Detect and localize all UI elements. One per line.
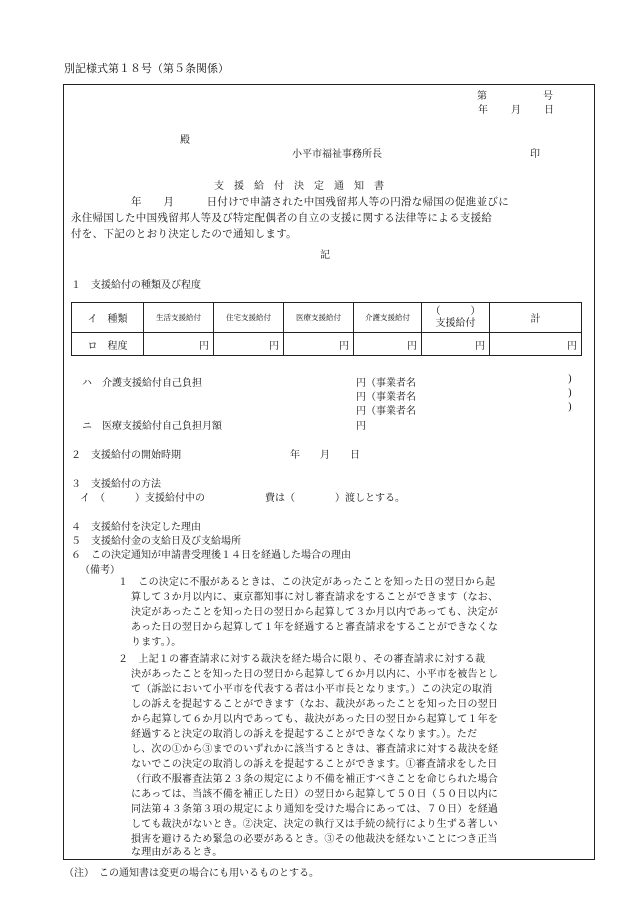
remark-1-line-1: １ この決定に不服があるときは、この決定があったことを知った日の翌日から起 bbox=[118, 577, 496, 588]
housing-support-amount: 円 bbox=[214, 333, 284, 356]
remark-1-line-3: 決定があったことを知った日の翌日から起算して３か月以内であっても、決定が bbox=[131, 607, 498, 618]
care-support-amount: 円 bbox=[354, 333, 422, 356]
remark-2-line-14: な理由があるとき。 bbox=[131, 847, 223, 858]
section-3-method: イ （ ）支援給付中の 費は（ ）渡しとする。 bbox=[80, 493, 405, 504]
number-label: 第 号 bbox=[477, 91, 554, 102]
other-support-header bbox=[422, 303, 490, 333]
medical-support-header: 医療支援給付 bbox=[284, 303, 354, 333]
date-label: 年 月 日 bbox=[478, 105, 555, 116]
care-copay-close-1: ) bbox=[568, 374, 572, 385]
care-copay-line-1: 円（事業者名 bbox=[356, 378, 416, 389]
remark-2-line-4: しの訴えを提起することができます（なお、裁決があったことを知った日の翌日 bbox=[131, 699, 499, 710]
section-4-heading: ４ 支援給付を決定した理由 bbox=[71, 522, 201, 533]
remark-2-line-6: 経過すると決定の取消しの訴えを提起することができなくなります。）。ただ bbox=[131, 729, 478, 740]
section-2-heading: ２ 支援給付の開始時期 bbox=[71, 450, 181, 461]
care-copay-label: ハ 介護支援給付自己負担 bbox=[82, 378, 202, 389]
care-copay-close-2: ) bbox=[568, 388, 572, 399]
footnote: （注） この通知書は変更の場合にも用いるものとする。 bbox=[64, 868, 319, 879]
section-6-heading: ６ この決定通知が申請書受理後１４日を経過した場合の理由 bbox=[71, 550, 351, 561]
issuer: 小平市福祉事務所長 bbox=[292, 149, 382, 160]
remark-2-line-7: し、次の①から③までのいずれかに該当するときは、審査請求に対する裁決を経 bbox=[131, 744, 499, 755]
care-copay-close-3: ) bbox=[568, 402, 572, 413]
care-copay-line-2: 円（事業者名 bbox=[356, 392, 416, 403]
remark-1-line-4: あった日の翌日から起算して１年を経過すると審査請求をすることができなくな bbox=[131, 622, 499, 633]
ki-mark: 記 bbox=[320, 250, 330, 261]
remark-2-line-10: にあっては、当該不備を補正した日）の翌日から起算して５０日（５０日以内に bbox=[131, 789, 499, 800]
remark-2-line-12: しても裁決がないとき。②決定、決定の執行又は手続の続行により生ずる著しい bbox=[131, 819, 498, 830]
seal-mark: 印 bbox=[530, 149, 540, 160]
other-support-amount: 円 bbox=[422, 333, 490, 356]
remark-2-line-9: （行政不服審査法第２３条の規定により不備を補正すべきことを命じられた場合 bbox=[131, 774, 498, 785]
section-5-heading: ５ 支援給付金の支給日及び支給場所 bbox=[71, 536, 241, 547]
medical-support-amount: 円 bbox=[284, 333, 354, 356]
remark-1-line-2: 算して３か月以内に、東京都知事に対し審査請求をすることができます（なお、 bbox=[131, 592, 499, 603]
medical-copay-unit: 円 bbox=[356, 421, 366, 432]
living-support-amount: 円 bbox=[144, 333, 214, 356]
remark-2-line-2: 決があったことを知った日の翌日から起算して６か月以内に、小平市を被告とし bbox=[131, 669, 499, 680]
start-date: 年 月 日 bbox=[290, 450, 360, 461]
remark-2-line-3: て（訴訟において小平市を代表する者は小平市長となります。）この決定の取消 bbox=[131, 684, 493, 695]
other-support-label: 支援給付 bbox=[435, 317, 476, 329]
other-support-paren: （ ） bbox=[430, 305, 481, 317]
remark-2-line-8: ないでこの決定の取消しの訴えを提起することができます。①審査請求をした日 bbox=[131, 759, 498, 770]
benefit-table bbox=[71, 302, 582, 356]
degree-label: ロ 程度 bbox=[72, 333, 144, 356]
form-id: 別記様式第１８号（第５条関係） bbox=[64, 62, 229, 75]
remark-2-line-13: 損害を避けるため緊急の必要があるとき。③その他裁決を経ないことにつき正当 bbox=[131, 834, 498, 845]
remark-2-line-11: 同法第４３条第３項の規定により通知を受けた場合にあっては、７０日）を経過 bbox=[131, 804, 499, 815]
type-header: イ 種類 bbox=[72, 303, 144, 333]
addressee: 殿 bbox=[180, 135, 190, 146]
section-1-heading: １ 支援給付の種類及び程度 bbox=[71, 280, 201, 291]
intro-line-3: 付を、下記のとおり決定したので通知します。 bbox=[71, 228, 297, 240]
care-copay-line-3: 円（事業者名 bbox=[356, 406, 416, 417]
total-header: 計 bbox=[490, 303, 582, 333]
medical-copay-label: ニ 医療支援給付自己負担月額 bbox=[82, 421, 222, 432]
remarks-label: （備考） bbox=[80, 565, 120, 576]
section-3-heading: ３ 支援給付の方法 bbox=[71, 479, 161, 490]
care-support-header: 介護支援給付 bbox=[354, 303, 422, 333]
intro-line-2: 永住帰国した中国残留邦人等及び特定配偶者の自立の支援に関する法律等による支援給 bbox=[71, 212, 493, 224]
total-amount: 円 bbox=[490, 333, 582, 356]
remark-2-line-5: から起算して６か月以内であっても、裁決があった日の翌日から起算して１年を bbox=[131, 714, 498, 725]
living-support-header: 生活支援給付 bbox=[144, 303, 214, 333]
remark-2-line-1: ２ 上記１の審査請求に対する裁決を経た場合に限り、その審査請求に対する裁 bbox=[118, 654, 486, 665]
housing-support-header: 住宅支援給付 bbox=[214, 303, 284, 333]
intro-line-1: 年 月 日付けで申請された中国残留邦人等の円滑な帰国の促進並びに bbox=[131, 196, 509, 208]
document-title: 支 援 給 付 決 定 通 知 書 bbox=[214, 181, 384, 192]
remark-1-line-5: ります。）。 bbox=[131, 637, 182, 648]
